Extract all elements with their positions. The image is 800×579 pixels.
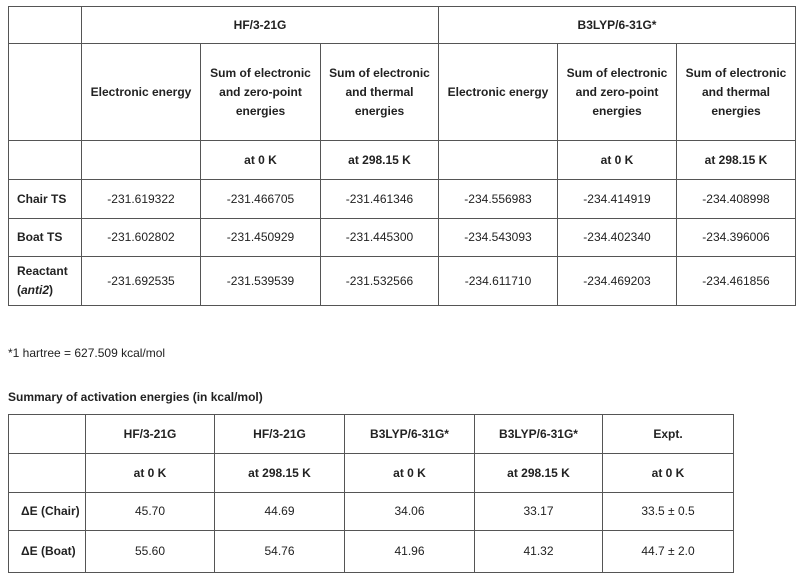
row-label: ΔE (Chair) [8,493,86,531]
energy-value: -231.602802 [82,219,201,257]
energy-value: -234.611710 [439,257,558,306]
row-label: ΔE (Boat) [8,531,86,573]
column-header: Sum of electronic and thermal energies [677,44,796,141]
table-row [8,493,734,531]
energy-value: -231.532566 [321,257,439,306]
summary-temperature: at 298.15 K [215,454,345,493]
energy-value: -234.469203 [558,257,677,306]
energy-value: -231.692535 [82,257,201,306]
method-header-b3lyp: B3LYP/6-31G* [439,6,796,44]
column-header: Sum of electronic and thermal energies [321,44,439,141]
summary-method-header: HF/3-21G [215,414,345,454]
activation-value: 41.96 [345,531,475,573]
energy-value: -234.543093 [439,219,558,257]
activation-value: 45.70 [86,493,215,531]
summary-temperature: at 0 K [603,454,734,493]
summary-temperature: at 0 K [345,454,475,493]
column-header: Electronic energy [82,44,201,141]
column-header: Sum of electronic and zero-point energies [558,44,677,141]
energy-value: -231.445300 [321,219,439,257]
energy-value: -234.414919 [558,180,677,219]
empty-cell [8,44,82,141]
activation-value: 44.7 ± 2.0 [603,531,734,573]
energy-value: -231.450929 [201,219,321,257]
energy-value: -231.619322 [82,180,201,219]
summary-method-header: HF/3-21G [86,414,215,454]
summary-method-header: Expt. [603,414,734,454]
activation-value: 41.32 [475,531,603,573]
activation-value: 54.76 [215,531,345,573]
table-row [8,257,796,306]
summary-title: Summary of activation energies (in kcal/mol) [8,390,263,404]
empty-cell [8,141,82,180]
row-label: Boat TS [8,219,82,257]
activation-value: 33.17 [475,493,603,531]
summary-method-row [8,414,734,454]
corner-cell [8,414,86,454]
temperature-row [8,141,796,180]
row-label: Chair TS [8,180,82,219]
method-header-row [8,6,796,44]
activation-value: 44.69 [215,493,345,531]
energy-value: -231.466705 [201,180,321,219]
row-label: Reactant [17,264,68,278]
column-header: Sum of electronic and zero-point energies [201,44,321,141]
energy-value: -231.461346 [321,180,439,219]
temperature-cell: at 0 K [201,141,321,180]
footnote: *1 hartree = 627.509 kcal/mol [8,346,166,360]
summary-method-header: B3LYP/6-31G* [345,414,475,454]
summary-temperature-row [8,454,734,493]
energy-value: -234.556983 [439,180,558,219]
energy-value: -231.539539 [201,257,321,306]
summary-table [8,414,734,573]
energy-value: -234.396006 [677,219,796,257]
temperature-cell [439,141,558,180]
activation-value: 34.06 [345,493,475,531]
temperature-cell: at 298.15 K [677,141,796,180]
table-row [8,219,796,257]
activation-value: 33.5 ± 0.5 [603,493,734,531]
energy-value: -234.461856 [677,257,796,306]
summary-method-header: B3LYP/6-31G* [475,414,603,454]
column-header-row [8,44,796,141]
temperature-cell [82,141,201,180]
temperature-cell: at 298.15 K [321,141,439,180]
temperature-cell: at 0 K [558,141,677,180]
energy-value: -234.408998 [677,180,796,219]
corner-cell [8,6,82,44]
summary-temperature: at 298.15 K [475,454,603,493]
column-header: Electronic energy [439,44,558,141]
activation-value: 55.60 [86,531,215,573]
row-label-reactant: Reactant (anti2) [8,257,82,306]
empty-cell [8,454,86,493]
energy-table [8,6,796,306]
method-header-hf: HF/3-21G [82,6,439,44]
summary-temperature: at 0 K [86,454,215,493]
table-row [8,180,796,219]
energy-value: -234.402340 [558,219,677,257]
row-label-italic: anti2 [21,283,50,297]
table-row [8,531,734,573]
